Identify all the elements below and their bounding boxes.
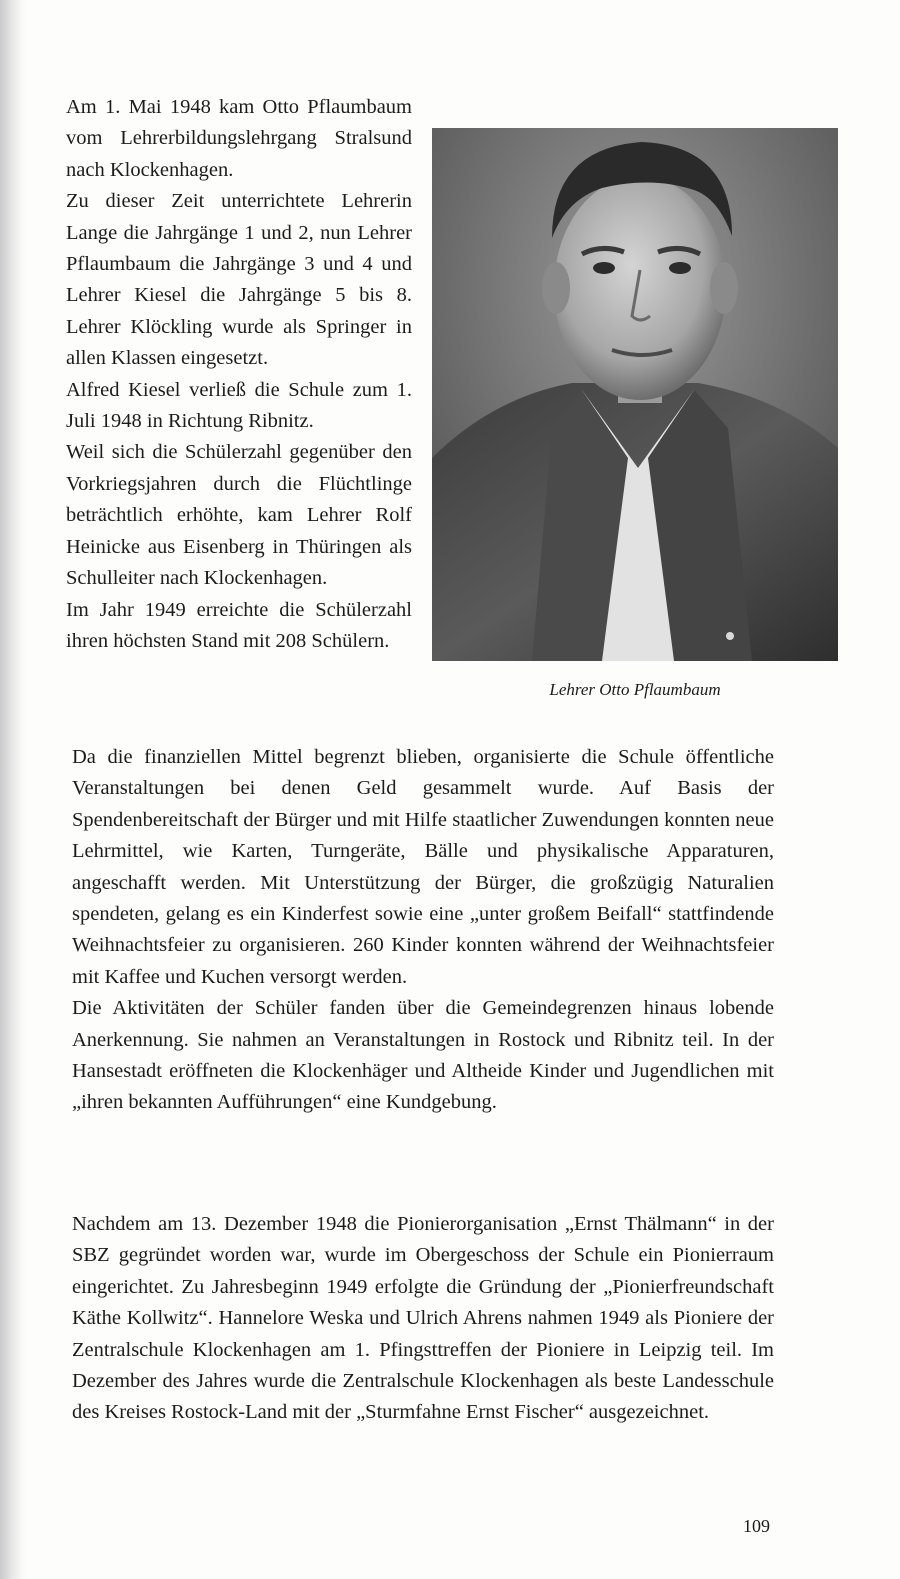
paragraph-activities: Die Aktivitäten der Schüler fanden über die Gemeindegrenzen hinaus lobende Anerkennung. Sie nahmen an Veranstaltungen in Rostock und Ribnitz teil. In der Hansestadt eröffneten die Klockenhäger und Altheide Kinder und Jugendlichen mit „ihren bekannten Aufführungen“ eine Kundgebung. (72, 997, 774, 1114)
portrait-photo (432, 128, 838, 661)
pioneer-paragraph-block (72, 1209, 774, 1429)
photo-caption: Lehrer Otto Pflaumbaum (549, 680, 721, 699)
paragraph-finances: Da die finanziellen Mittel begrenzt blieben, organisierte die Schule öffentliche Veranstaltungen bei denen Geld gesammelt wurde. Auf Basis der Spendenbereitschaft der Bürger und mit Hilfe staatlicher Zuwendungen konnten neue Lehrmittel, wie Karten, Turngeräte, Bälle und physikalische Apparaturen, angeschafft werden. Mit Unterstützung der Bürger, die großzügig Naturalien spendeten, gelang es ein Kinderfest sowie eine „unter großem Beifall“ stattfindende Weihnachtsfeier zu organisieren. 260 Kinder konnten während der Weihnachtsfeier mit Kaffee und Kuchen versorgt werden. (72, 746, 774, 988)
full-width-text-block (72, 742, 774, 1119)
page-gutter-shadow (0, 0, 26, 1579)
left-text-column (66, 92, 412, 657)
page-number: 109 (743, 1516, 770, 1536)
paragraph-arrival: Am 1. Mai 1948 kam Otto Pflaumbaum vom Lehrerbildungslehrgang Stralsund nach Klockenhagen. (66, 96, 412, 181)
paragraph-kiesel: Alfred Kiesel verließ die Schule zum 1. Juli 1948 in Richtung Ribnitz. (66, 378, 412, 433)
paragraph-pupil-count: Im Jahr 1949 erreichte die Schülerzahl ihren höchsten Stand mit 208 Schülern. (66, 598, 412, 652)
paragraph-pioneers: Nachdem am 13. Dezember 1948 die Pionierorganisation „Ernst Thälmann“ in der SBZ gegründet worden war, wurde im Obergeschoss der Schule ein Pionierraum eingerichtet. Zu Jahresbeginn 1949 erfolgte die Gründung der „Pionierfreundschaft Käthe Kollwitz“. Hannelore Weska und Ulrich Ahrens nahmen 1949 als Pioniere der Zentralschule Klockenhagen am 1. Pfingsttreffen der Pioniere in Leipzig teil. Im Dezember des Jahres wurde die Zentralschule Klockenhagen als beste Landesschule des Kreises Rostock-Land mit der „Sturmfahne Ernst Fischer“ ausgezeichnet. (72, 1213, 774, 1424)
portrait-photo-image (432, 128, 838, 661)
paragraph-teachers: Zu dieser Zeit unterrichtete Lehrerin Lange die Jahrgänge 1 und 2, nun Lehrer Pflaumbaum die Jahrgänge 3 und 4 und Lehrer Kiesel die Jahrgänge 5 bis 8. Lehrer Klöckling wurde als Springer in allen Klassen eingesetzt. (66, 190, 412, 370)
paragraph-heinicke: Weil sich die Schülerzahl gegenüber den Vorkriegsjahren durch die Flüchtlinge beträchtlich erhöhte, kam Lehrer Rolf Heinicke aus Eisenberg in Thüringen als Schulleiter nach Klockenhagen. (66, 441, 412, 590)
